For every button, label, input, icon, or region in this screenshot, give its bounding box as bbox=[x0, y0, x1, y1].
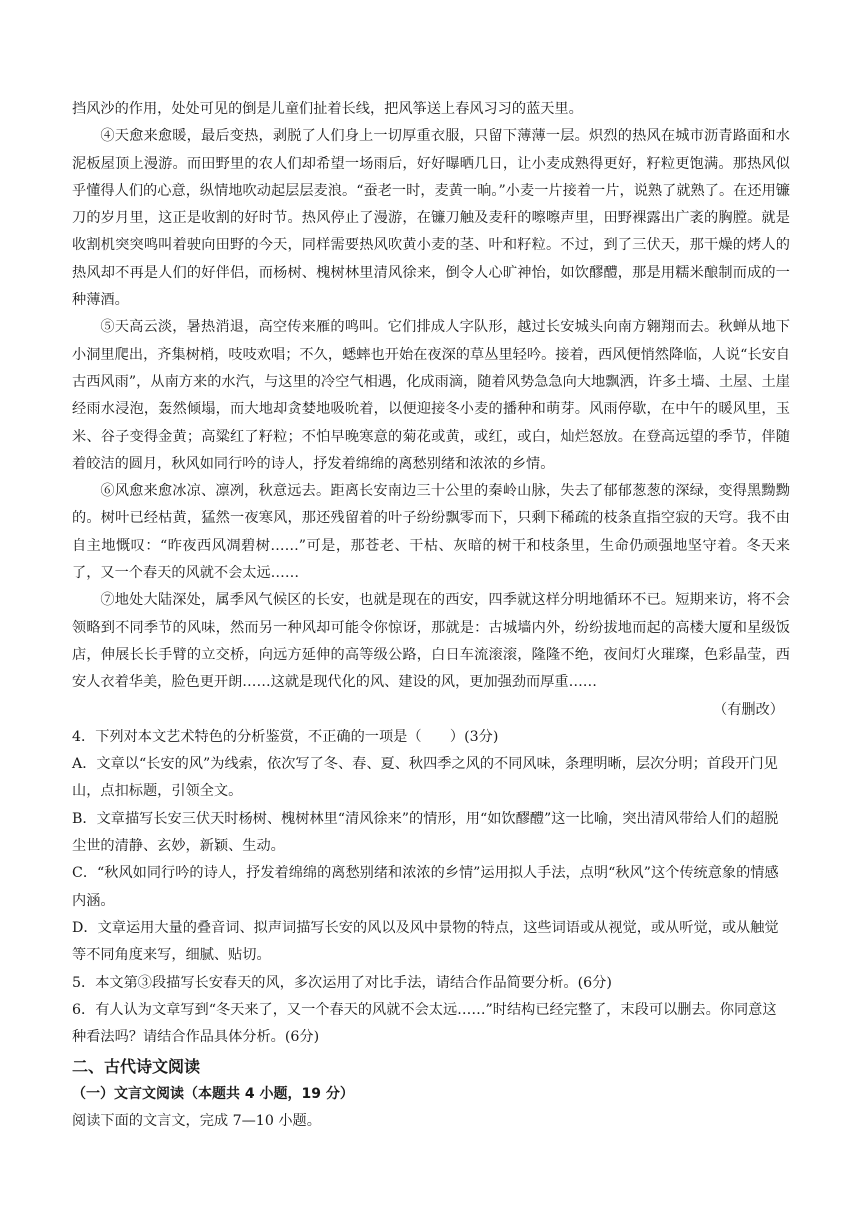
question-4-option-a: A．文章以“长安的风”为线索，依次写了冬、春、夏、秋四季之风的不同风味，条理明晰，层次分明；首段开门见山，点扣标题，引领全文。 bbox=[72, 756, 778, 800]
document-content bbox=[72, 96, 790, 1136]
passage-paragraph-6: ⑥风愈来愈冰凉、凛冽，秋意远去。距离长安南边三十公里的秦岭山脉，失去了郁郁葱葱的深绿，变得黑黝黝的。树叶已经枯黄，猛然一夜寒风，那还残留着的叶子纷纷飘零而下，只剩下稀疏的枝条直指空寂的天穹。我不由自主地慨叹：“昨夜西风凋碧树……”可是，那苍老、干枯、灰暗的树干和枝条里，生命仍顽强地坚守着。冬天来了，又一个春天的风就不会太远…… bbox=[72, 483, 790, 582]
passage-paragraph-continuation: 挡风沙的作用，处处可见的倒是儿童们扯着长线，把风筝送上春风习习的蓝天里。 bbox=[72, 101, 583, 117]
passage-paragraph-4: ④天愈来愈暖，最后变热，剥脱了人们身上一切厚重衣服，只留下薄薄一层。炽烈的热风在城市沥青路面和水泥板屋顶上漫游。而田野里的农人们却希望一场雨后，好好曝晒几日，让小麦成熟得更好，籽粒更饱满。那热风似乎懂得人们的心意，纵情地吹动起层层麦浪。“蚕老一时，麦黄一晌。”小麦一片接着一片，说熟了就熟了。在还用镰刀的岁月里，这正是收割的好时节。热风停止了漫游，在镰刀触及麦秆的嚓嚓声里，田野裸露出广袤的胸膛。就是收割机突突鸣叫着驶向田野的今天，同样需要热风吹黄小麦的茎、叶和籽粒。不过，到了三伏天，那干燥的烤人的热风却不再是人们的好伴侣，而杨树、槐树林里清风徐来，倒令人心旷神怡，如饮醪醴，那是用糯米酿制而成的一种薄酒。 bbox=[72, 128, 790, 309]
question-4-option-d: D．文章运用大量的叠音词、拟声词描写长安的风以及风中景物的特点，这些词语或从视觉，或从听觉，或从触觉等不同角度来写，细腻、贴切。 bbox=[72, 919, 779, 964]
section-instruction: 阅读下面的文言文，完成 7—10 小题。 bbox=[72, 1113, 321, 1130]
passage-paragraph-5: ⑤天高云淡，暑热消退，高空传来雁的鸣叫。它们排成人字队形，越过长安城头向南方翱翔而去。秋蝉从地下小洞里爬出，齐集树梢，吱吱欢唱；不久，蟋蟀也开始在夜深的草丛里轻吟。接着，西风便悄然降临，人说“长安自古西风雨”，从南方来的水汽，与这里的冷空气相遇，化成雨滴，随着风势急急向大地飘洒，许多土墙、土屋、土崖经雨水浸泡，轰然倾塌，而大地却贪婪地吸吮着，以便迎接冬小麦的播种和萌芽。风雨停歇，在中午的暖风里，玉米、谷子变得金黄；高粱红了籽粒；不怕早晚寒意的菊花或黄，或红，或白，灿烂怒放。在登高远望的季节，伴随着皎洁的圆月，秋风如同行吟的诗人，抒发着绵绵的离愁别绪和浓浓的乡情。 bbox=[72, 319, 790, 472]
passage-paragraph-7: ⑦地处大陆深处，属季风气候区的长安，也就是现在的西安，四季就这样分明地循环不已。短期来访，将不会领略到不同季节的风味，然而另一种风却可能令你惊讶，那就是：古城墙内外，纷纷拔地而起的高楼大厦和星级饭店，伸展长长手臂的立交桥，向远方延伸的高等级公路，白日车流滚滚，隆隆不绝，夜间灯火璀璨，色彩晶莹，西安人衣着华美，脸色更开朗……这就是现代化的风、建设的风，更加强劲而厚重…… bbox=[72, 592, 790, 691]
question-4-option-b: B．文章描写长安三伏天时杨树、槐树林里“清风徐来”的情形，用“如饮醪醴”这一比喻，突出清风带给人们的超脱尘世的清静、玄妙，新颖、生动。 bbox=[72, 810, 779, 855]
question-5: 5．本文第③段描写长安春天的风，多次运用了对比手法，请结合作品简要分析。(6分) bbox=[72, 974, 612, 991]
question-4-option-c: C．“秋风如同行吟的诗人，抒发着绵绵的离愁别绪和浓浓的乡情”运用拟人手法，点明“秋风”这个传统意象的情感内涵。 bbox=[72, 865, 779, 909]
section-heading: 二、古代诗文阅读 bbox=[72, 1057, 201, 1077]
passage-source-note: （有删改） bbox=[713, 701, 784, 718]
subsection-heading: （一）文言文阅读（本题共 4 小题，19 分） bbox=[72, 1086, 354, 1103]
question-4: 4．下列对本文艺术特色的分析鉴赏，不正确的一项是（ ）(3分) bbox=[72, 728, 499, 745]
question-6: 6．有人认为文章写到“冬天来了，又一个春天的风就不会太远……”时结构已经完整了，末段可以删去。你同意这种看法吗？请结合作品具体分析。(6分) bbox=[72, 1001, 777, 1046]
